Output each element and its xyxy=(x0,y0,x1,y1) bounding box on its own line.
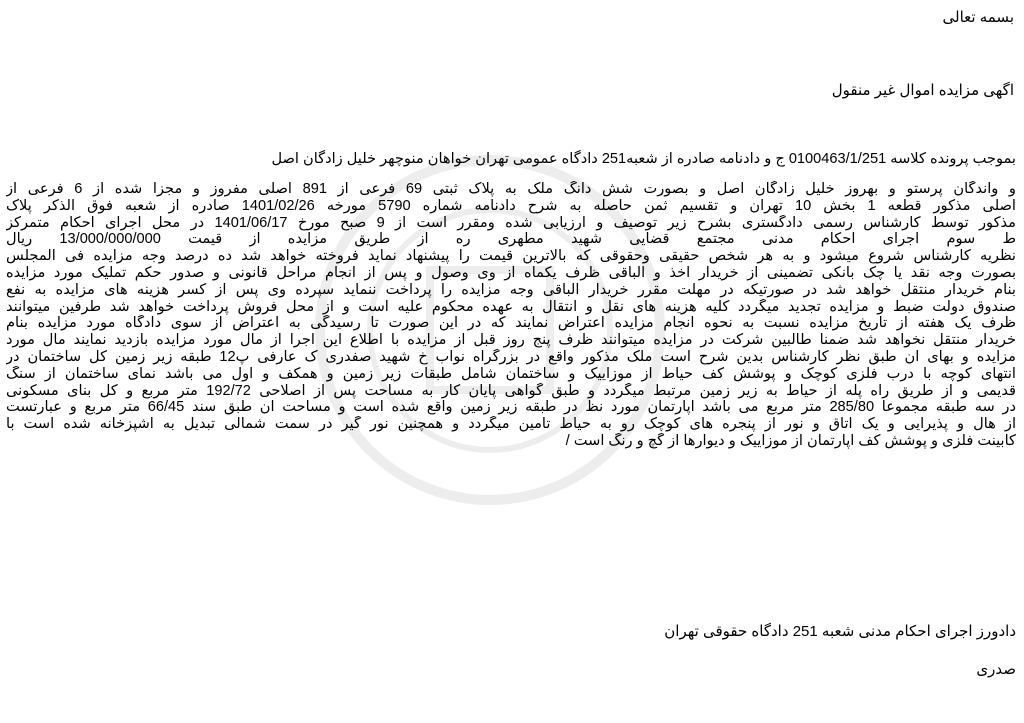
body-line: بنام خریدار منتقل خواهد شد در صورتیکه در مهلت مقرر خریدار الباقی وجه مزایده را پرداخت ننماید سپرده وی پس از کسر هزینه های مزایده به نفع xyxy=(6,281,1016,298)
body-line: خریدار منتقل نخواهد شد ضمنا طالبین شرکت در مزایده میتوانند ظرف پنج روز قبل از مزایده با اطلاع این اجرا از مال مورد مزایده بازدید نمایند مال مورد xyxy=(6,332,1016,349)
body-line: انتهای کوچه با درب فلزی کوچک و پوشش کف حیاط از موزاییک و ساختمان شامل طبقات زیر زمین و همکف و اول می باشد نمای ساختمان از سنگ xyxy=(6,365,1016,382)
intro-line: بموجب پرونده کلاسه 0100463/1/251 ج و دادنامه صادره از شعبه251 دادگاه عمومی تهران خواهان منوچهر خلیل زادگان اصل xyxy=(271,151,1016,167)
body-line: مزایده و بهای ان طبق نظر کارشناس بدین شرح است ملک مذکور واقع در بزرگراه نواب خ شهید صفدری ک عارفی پ12 طبقه زیر زمین کل ساختمان در xyxy=(6,348,1016,365)
body-line: نظریه کارشناس شروع میشود و به هر شخص حقیقی وحقوقی که بالاترین قیمت را پیشنهاد نماید فروخته خواهد شد ده درصد وجه مزایده فی المجلس xyxy=(6,248,1016,265)
body-line: از هال و پذیرایی و یک اتاق و نور از پنجره های کوچک رو به حیاط تامین میگردد و همچنین نور گیر در سمت شمالی تبدیل به آشپزخانه شده است با xyxy=(6,416,1016,433)
notice-body xyxy=(6,181,1016,450)
body-line: کابینت فلزی و پوشش کف آپارتمان از موزاییک و دیوارها از گچ و رنگ است / xyxy=(565,432,1016,449)
body-line: قدیمی و از طریق راه پله از حیاط به زیر زمین مرتبط میگردد و طبق گواهی پایان کار به مساحت پس از اصلاحی 192/72 متر مربع و کل بنای مسکونی xyxy=(6,382,1016,399)
notice-title: اگهی مزایده اموال غیر منقول xyxy=(831,82,1014,99)
body-line: مذکور توسط کارشناس رسمی دادگستری بشرح زیر توصیف و ارزیابی شده ومقرر است از 9 صبح مورخ 1401/06/17 در محل اجرای احکام متمرکز xyxy=(6,214,1016,231)
body-line: بصورت وجه نقد یا چک بانکی تضمینی از خریدار اخذ و الباقی ظرف یکماه از وی وصول و پس از انجام مراحل قانونی و صدور حکم تملیک مورد مزایده xyxy=(6,264,1016,281)
body-line: اصلی مذکور قطعه 1 بخش 10 تهران و تقسیم ثمن حاصله به شرح دادنامه شماره 5790 مورخه 1401/02/26 صادره از شعبه فوق الذکر پلاک xyxy=(6,197,1016,214)
basmala: بسمه تعالی xyxy=(942,9,1014,26)
body-line: ط سوم اجرای احکام مدنی مجتمع قضایی شهید مطهری ره از طریق مزایده از قیمت 13/000/000/000 ریال xyxy=(6,231,1016,248)
body-line: ظرف یک هفته از تاریخ مزایده نسبت به نحوه انجام مزایده اعتراض نمایند که در این صورت تا رسیدگی به اعتراض از سوی دادگاه مورد مزایده بنام xyxy=(6,315,1016,332)
body-line: صندوق دولت ضبط و مزایده تجدید میگردد کلیه هزینه های نقل و انتقال به عهده محکوم علیه است و از محل فروش پرداخت خواهد شد طرفین میتوانند xyxy=(6,298,1016,315)
body-line: و واندگان پرستو و بهروز خلیل زادگان اصل و بصورت شش دانگ ملک به پلاک ثبتی 69 فرعی از 891 اصلی مفروز و مجزا شده از 6 فرعی از xyxy=(6,181,1016,197)
body-line: در سه طبقه مجموعا 285/80 متر مربع می باشد آپارتمان مورد نظ در طبقه زیر زمین واقع شده است و مساحت آن طبق سند 66/45 متر مربع و عبارتست xyxy=(6,399,1016,416)
signature-line: دادورز اجرای احکام مدنی شعبه 251 دادگاه حقوقی تهران xyxy=(664,623,1016,640)
signer-name: صدری xyxy=(976,661,1016,678)
